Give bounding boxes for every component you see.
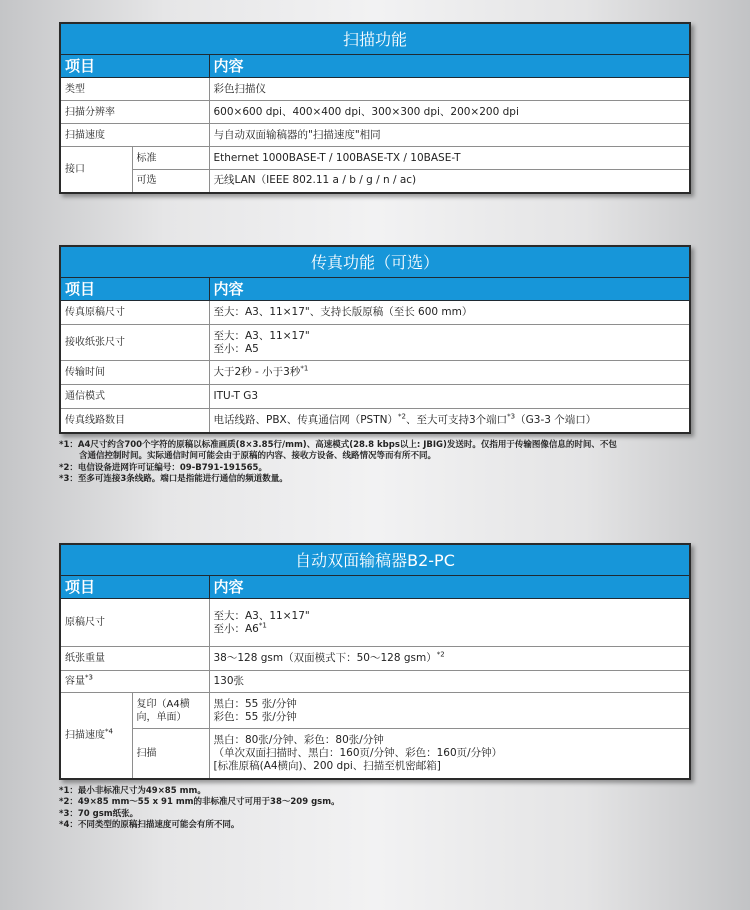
table-row: [60, 124, 690, 147]
footnote: *2：电信设备进网许可证编号：09-B791-191565。: [59, 462, 267, 473]
adf-section: [59, 543, 691, 832]
footnote-mark: *3: [85, 673, 93, 682]
row-label: 扫描速度: [60, 124, 209, 147]
table-row: [60, 599, 690, 647]
row-value: [209, 409, 690, 433]
sub-label: 复印（A4横向，单面）: [132, 693, 209, 729]
footnote: *3：至多可连接3条线路。端口是指能进行通信的频道数量。: [59, 474, 288, 484]
row-label: 通信模式: [60, 385, 209, 409]
fax-footnotes: [59, 440, 691, 486]
fax-title: 传真功能（可选）: [60, 246, 690, 278]
value-line: 至小：A5: [213, 342, 259, 355]
table-row: [60, 693, 690, 729]
row-label: 原稿尺寸: [60, 599, 209, 647]
row-value: 至大：A3、11×17"、支持长版原稿（至长 600 mm）: [209, 301, 690, 325]
value-line: [214, 623, 686, 636]
row-value: 130张: [209, 671, 690, 693]
row-label: 传真线路数目: [60, 409, 209, 433]
footnote-mark: *4: [105, 727, 113, 736]
row-label: 传输时间: [60, 361, 209, 385]
footnote: *2：49×85 mm～55 x 91 mm的非标准尺寸可用于38～209 gsm。: [59, 797, 340, 807]
row-value: Ethernet 1000BASE-T / 100BASE-TX / 10BASE-T: [209, 147, 690, 170]
scan-head-item: 项目: [60, 55, 209, 78]
row-value: 无线LAN（IEEE 802.11 a / b / g / n / ac): [209, 170, 690, 193]
row-value: 600×600 dpi、400×400 dpi、300×300 dpi、200×200 dpi: [209, 101, 690, 124]
value-text: （G3-3 个端口）: [515, 413, 597, 426]
row-label: 类型: [60, 78, 209, 101]
value-line: 至大：A3、11×17": [213, 609, 310, 622]
footnote: *4：不同类型的原稿扫描速度可能会有所不同。: [59, 820, 240, 830]
value-text: 至小：A6: [213, 622, 259, 635]
row-value: 与自动双面输稿器的"扫描速度"相同: [209, 124, 690, 147]
footnote-mark: *1: [258, 621, 267, 629]
fax-head-content: 内容: [209, 278, 690, 301]
row-label: 纸张重量: [60, 647, 209, 671]
table-row: [60, 647, 690, 671]
table-row: [60, 301, 690, 325]
footnote-mark: *2: [398, 412, 406, 421]
row-value: [209, 693, 690, 729]
row-label: 扫描分辨率: [60, 101, 209, 124]
scan-spec-table: [59, 22, 691, 194]
table-row: [60, 409, 690, 433]
adf-spec-table: [59, 543, 691, 780]
row-value: [209, 599, 690, 647]
adf-head-content: 内容: [209, 576, 690, 599]
value-line: 黑白：80张/分钟、彩色：80张/分钟: [213, 733, 384, 746]
footnote: *3：70 gsm纸张。: [59, 808, 139, 819]
table-row: [60, 325, 690, 361]
row-value: 彩色扫描仪: [209, 78, 690, 101]
adf-title: 自动双面输稿器B2-PC: [60, 544, 690, 576]
table-row: [60, 147, 690, 170]
value-line: 黑白：55 张/分钟: [213, 697, 297, 710]
footnote-mark: *3: [507, 412, 516, 421]
scan-title: 扫描功能: [60, 23, 690, 55]
footnote: *1：最小非标准尺寸为49×85 mm。: [59, 785, 206, 796]
row-label: 传真原稿尺寸: [60, 301, 209, 325]
value-text: 、至大可支持3个端口: [405, 413, 508, 426]
value-text: 38～128 gsm（双面模式下：50～128 gsm）: [213, 652, 437, 664]
row-label: 接收纸张尺寸: [60, 325, 209, 361]
value-text: 电话线路、PBX、传真通信网（PSTN）: [213, 413, 398, 426]
row-value: [209, 647, 690, 671]
footnote: *1：A4尺寸约含700个字符的原稿以标准画质(8×3.85行/mm)、高速模式(28.8 kbps以上: JBIG)发送时。仅指用于传输图像信息的时间、不包: [59, 439, 617, 450]
value-line: [标准原稿(A4横向)、200 dpi、扫描至机密邮箱]: [213, 759, 441, 772]
label-text: 容量: [65, 676, 85, 687]
value-line: 至大：A3、11×17": [213, 329, 310, 342]
table-row: [60, 361, 690, 385]
value-line: （单次双面扫描时、黑白：160页/分钟、彩色：160页/分钟）: [213, 746, 503, 759]
table-row: [60, 170, 690, 193]
fax-spec-table: [59, 245, 691, 434]
table-row: [60, 385, 690, 409]
scan-head-content: 内容: [209, 55, 690, 78]
value-line: 彩色：55 张/分钟: [213, 710, 297, 723]
row-label: [60, 671, 209, 693]
table-row: [60, 729, 690, 779]
footnote-mark: *1: [300, 364, 309, 373]
label-text: 扫描速度: [65, 729, 105, 741]
row-value: [209, 361, 690, 385]
adf-head-item: 项目: [60, 576, 209, 599]
table-row: [60, 101, 690, 124]
row-label: [60, 693, 132, 779]
sub-label: 扫描: [132, 729, 209, 779]
sub-label: 可选: [132, 170, 209, 193]
table-row: [60, 671, 690, 693]
scan-section: [59, 22, 691, 194]
footnote: 含通信控制时间。实际通信时间可能会由于原稿的内容、接收方设备、线路情况等而有所不同。: [79, 451, 437, 461]
row-label: 接口: [60, 147, 132, 193]
value-text: 大于2秒 - 小于3秒: [213, 366, 301, 378]
row-value: ITU-T G3: [209, 385, 690, 409]
fax-head-item: 项目: [60, 278, 209, 301]
adf-footnotes: [59, 786, 691, 832]
table-row: [60, 78, 690, 101]
footnote-mark: *2: [436, 650, 445, 659]
row-value: [209, 325, 690, 361]
fax-section: [59, 245, 691, 486]
sub-label: 标准: [132, 147, 209, 170]
row-value: [209, 729, 690, 779]
